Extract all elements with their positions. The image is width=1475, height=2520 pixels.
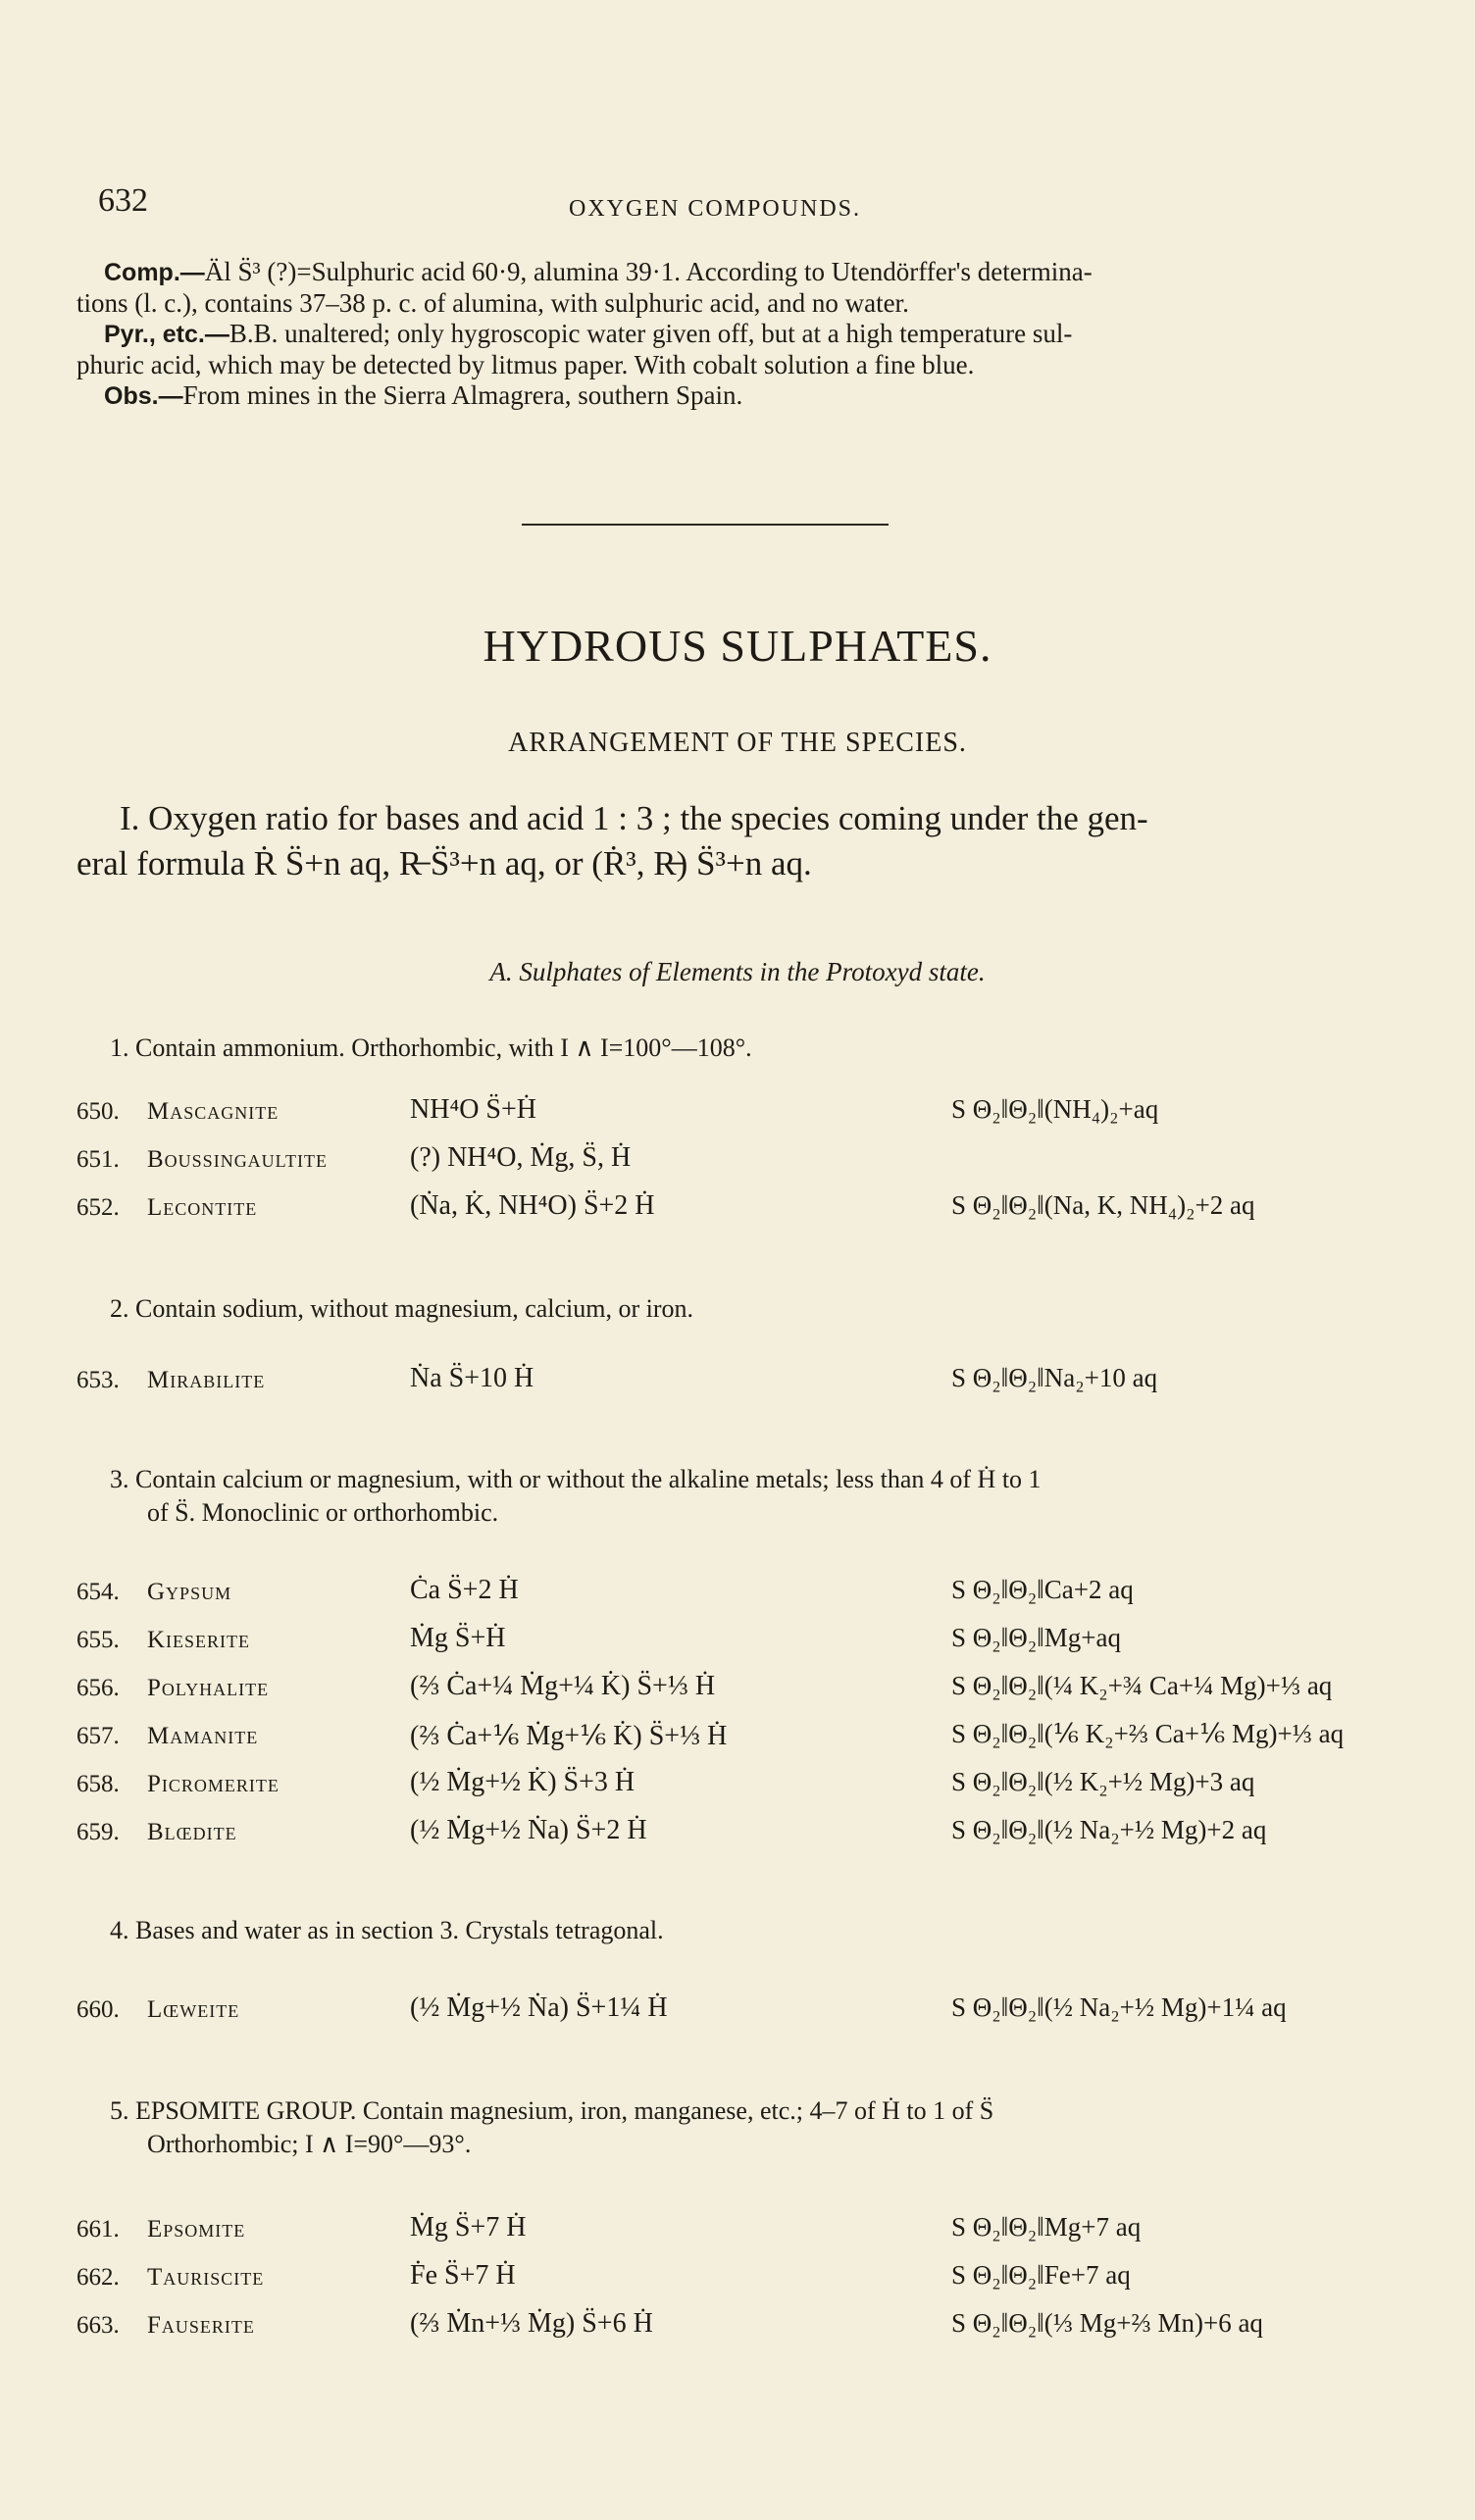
species-formula-new: S Θ₂‖Θ₂‖Ca+2 aq [951,1575,1134,1604]
species-formula: (⅔ Ṁn+⅓ Ṁg) S̈+6 Ḣ [410,2308,653,2339]
species-list-4 [76,1991,1430,2039]
species-formula: (½ Ṁg+½ K̇) S̈+3 Ḣ [410,1767,636,1797]
species-list-5 [76,2210,1430,2354]
group-note-line: 1. Contain ammonium. Orthorhombic, with I ∧ I=100°—108°. [110,1033,752,1062]
species-formula-new: S Θ₂‖Θ₂‖(½ Na₂+½ Mg)+2 aq [951,1815,1267,1844]
species-name: Mirabilite [147,1367,266,1393]
obs-line [76,380,1410,412]
division-heading-line-1: I. Oxygen ratio for bases and acid 1 : 3 ; the species coming under the gen- [120,799,1148,837]
species-formula-new: S Θ₂‖Θ₂‖(⅙ K₂+⅔ Ca+⅙ Mg)+⅓ aq [951,1719,1345,1748]
species-number: 657. [76,1723,120,1749]
species-list-2 [76,1361,1430,1409]
species-number: 655. [76,1627,120,1653]
species-list-3 [76,1573,1430,1861]
running-head [98,182,1412,231]
running-title: OXYGEN COMPOUNDS. [569,196,862,222]
group-note-line: 5. EPSOMITE GROUP. Contain magnesium, iron, manganese, etc.; 4–7 of Ḣ to 1 of S̈ [110,2096,994,2125]
species-formula: (⅔ Ċa+⅙ Ṁg+⅙ K̇) S̈+⅓ Ḣ [410,1721,728,1751]
pyr-line-1 [76,319,1410,350]
subsection-heading-text: A. Sulphates of Elements in the Protoxyd state. [489,957,986,986]
division-heading-line-2: eral formula Ṙ S̈+n aq, R̶ S̈³+n aq, or (Ṙ³, R̶) S̈³+n aq. [76,844,812,882]
species-row [76,1669,1430,1717]
species-row [76,2258,1430,2306]
species-name: Tauriscite [147,2264,265,2291]
species-formula: Ṁg S̈+Ḣ [410,1623,506,1653]
species-row [76,1765,1430,1813]
species-formula: (⅔ Ċa+¼ Ṁg+¼ K̇) S̈+⅓ Ḣ [410,1671,716,1701]
group-note-4 [110,1914,1414,1947]
species-number: 661. [76,2216,120,2243]
species-number: 659. [76,1819,120,1845]
species-name: Lecontite [147,1194,258,1221]
species-formula-new: S Θ₂‖Θ₂‖Na₂+10 aq [951,1363,1158,1392]
species-name: Gypsum [147,1579,232,1605]
species-formula-new: S Θ₂‖Θ₂‖Mg+7 aq [951,2212,1142,2242]
species-name: Lœweite [147,1996,240,2023]
species-row [76,1717,1430,1765]
species-formula: Ṅa S̈+10 Ḣ [410,1363,534,1393]
obs-label: Obs.— [104,382,183,410]
pyr-line-2: phuric acid, which may be detected by litmus paper. With cobalt solution a fine blue. [76,350,975,379]
species-formula: (Ṅa, K̇, NH⁴O) S̈+2 Ḣ [410,1190,655,1221]
section-title: HYDROUS SULPHATES. [483,621,992,671]
comp-text-1: Äl S̈³ (?)=Sulphuric acid 60·9, alumina 39·1. According to Utendörffer's determina- [204,257,1093,286]
arrangement-heading: ARRANGEMENT OF THE SPECIES. [508,728,967,758]
species-formula-new: S Θ₂‖Θ₂‖(¼ K₂+¾ Ca+¼ Mg)+⅓ aq [951,1671,1333,1700]
species-row [76,1188,1430,1236]
species-formula-new: S Θ₂‖Θ₂‖(Na, K, NH₄)₂+2 aq [951,1190,1255,1220]
species-name: Blœdite [147,1819,237,1845]
comp-label: Comp.— [104,259,205,286]
group-note-line-2: Orthorhombic; I ∧ I=90°—93°. [147,2130,472,2158]
species-formula: Ṁg S̈+7 Ḣ [410,2212,527,2243]
species-number: 652. [76,1194,120,1221]
group-note-3 [110,1463,1414,1530]
group-note-1 [110,1032,1414,1065]
comp-line-1 [76,257,1410,288]
species-formula: Ḟe S̈+7 Ḣ [410,2260,516,2291]
species-row [76,1813,1430,1861]
species-row [76,2210,1430,2258]
pyr-label: Pyr., etc.— [104,321,229,348]
pyr-text-1: B.B. unaltered; only hygroscopic water given off, but at a high temperature sul- [229,319,1073,348]
species-formula: (½ Ṁg+½ Ṅa) S̈+2 Ḣ [410,1815,647,1845]
subsection-heading [0,957,1475,987]
species-number: 653. [76,1367,120,1393]
species-name: Fauserite [147,2312,255,2339]
species-formula-new: S Θ₂‖Θ₂‖(NH₄)₂+aq [951,1094,1159,1124]
species-name: Mascagnite [147,1098,280,1125]
group-note-2 [110,1292,1414,1326]
species-name: Epsomite [147,2216,246,2243]
species-formula: NH⁴O S̈+Ḣ [410,1094,537,1125]
species-name: Mamanite [147,1723,259,1749]
species-name: Boussingaultite [147,1146,329,1173]
species-number: 656. [76,1675,120,1701]
species-formula: (½ Ṁg+½ Ṅa) S̈+1¼ Ḣ [410,1992,668,2023]
section-divider [522,524,889,526]
group-note-5 [110,2094,1414,2161]
species-list-1 [76,1092,1430,1236]
species-formula: Ċa S̈+2 Ḣ [410,1575,519,1605]
page-number: 632 [98,182,148,219]
species-number: 658. [76,1771,120,1797]
species-number: 650. [76,1098,120,1125]
obs-text: From mines in the Sierra Almagrera, southern Spain. [182,380,743,410]
group-note-line: 4. Bases and water as in section 3. Crystals tetragonal. [110,1916,664,1944]
species-formula-new: S Θ₂‖Θ₂‖(½ Na₂+½ Mg)+1¼ aq [951,1992,1287,2022]
group-note-line-2: of S̈. Monoclinic or orthorhombic. [147,1498,499,1527]
species-name: Kieserite [147,1627,251,1653]
species-row [76,1573,1430,1621]
species-formula-new: S Θ₂‖Θ₂‖(½ K₂+½ Mg)+3 aq [951,1767,1255,1796]
species-row [76,1991,1430,2039]
composition-paragraph [76,257,1410,412]
species-number: 651. [76,1146,120,1173]
species-row [76,1092,1430,1140]
species-formula-new: S Θ₂‖Θ₂‖Mg+aq [951,1623,1121,1652]
comp-line-2: tions (l. c.), contains 37–38 p. c. of alumina, with sulphuric acid, and no water. [76,288,909,318]
species-row [76,2306,1430,2354]
group-note-line: 3. Contain calcium or magnesium, with or without the alkaline metals; less than 4 of Ḣ to 1 [110,1465,1042,1493]
division-heading [76,796,1410,886]
species-row [76,1621,1430,1669]
species-name: Polyhalite [147,1675,270,1701]
species-formula-new: S Θ₂‖Θ₂‖(⅓ Mg+⅔ Mn)+6 aq [951,2308,1263,2338]
group-note-line: 2. Contain sodium, without magnesium, calcium, or iron. [110,1294,694,1323]
species-row [76,1140,1430,1188]
species-formula-new: S Θ₂‖Θ₂‖Fe+7 aq [951,2260,1131,2290]
species-number: 654. [76,1579,120,1605]
species-formula: (?) NH⁴O, Ṁg, S̈, Ḣ [410,1142,632,1173]
species-number: 663. [76,2312,120,2339]
species-number: 662. [76,2264,120,2291]
species-row [76,1361,1430,1409]
species-name: Picromerite [147,1771,280,1797]
species-number: 660. [76,1996,120,2023]
